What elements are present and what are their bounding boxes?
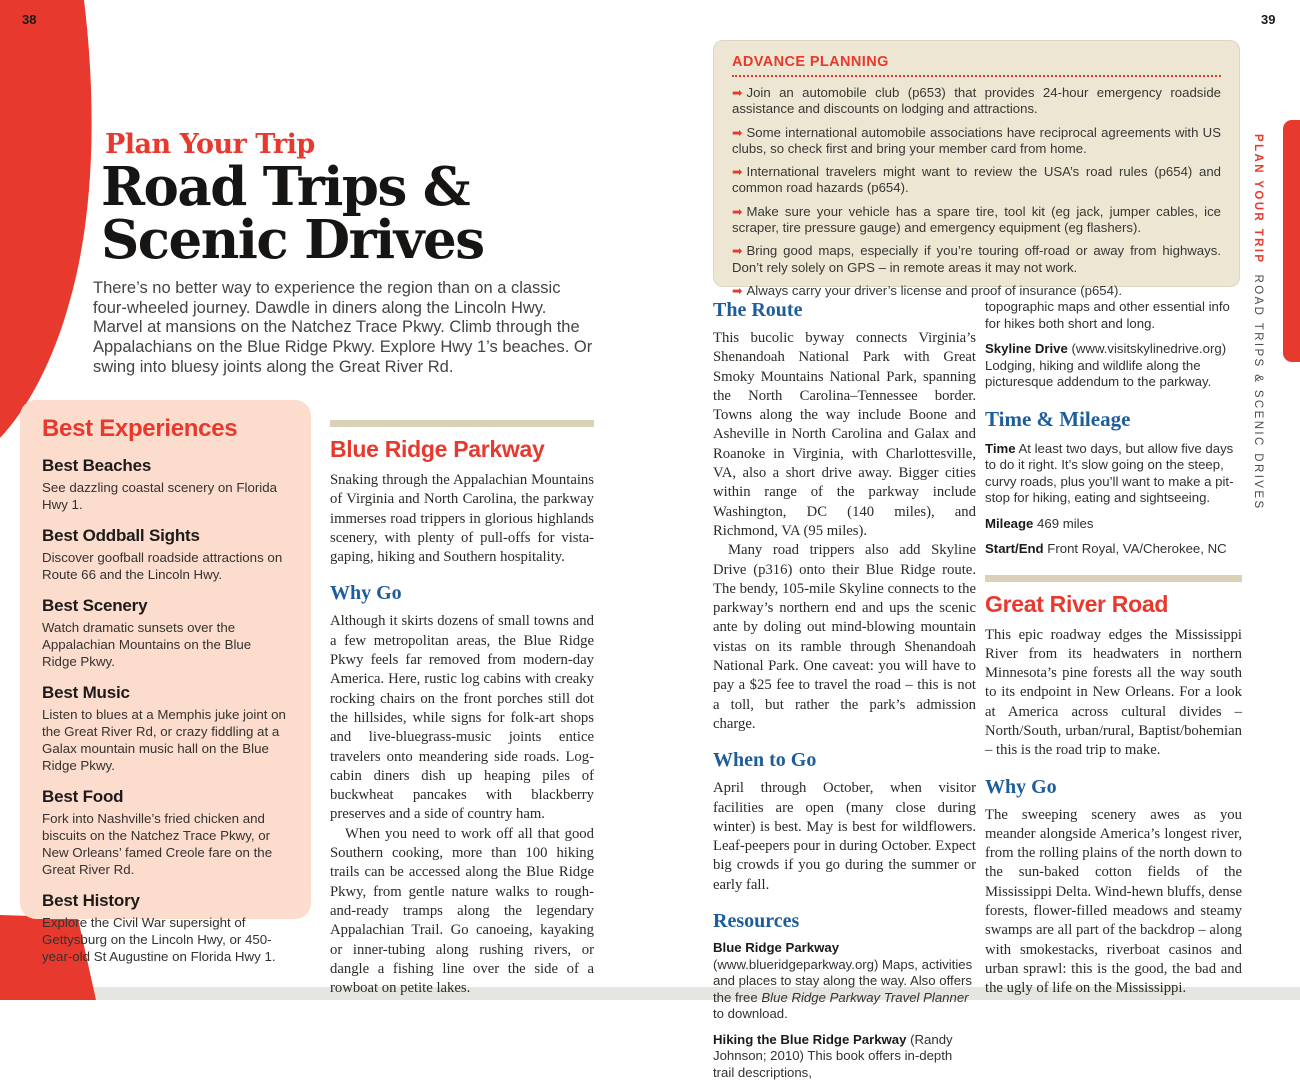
row-label: Start/End [985,541,1044,556]
advance-planning-title: ADVANCE PLANNING [732,54,889,70]
list-item [42,526,289,583]
resource-continuation: topographic maps and other essential info for hikes both short and long. [985,299,1230,331]
right-column [985,299,1242,999]
page-title-line2: Scenic Drives [101,209,484,271]
best-item-text: Watch dramatic sunsets over the Appalachian Mountains on the Blue Ridge Pkwy. [42,620,252,669]
best-item-text: Listen to blues at a Memphis juke joint on the Great River Rd, or crazy fiddling at a Galax mountain music hall on the Blue Ridge Pkwy. [42,707,286,773]
arrow-icon: ➡ [732,86,743,100]
page-title-line1: Road Trips & [101,156,470,218]
resource-entry [713,940,976,1023]
when-to-go-paragraph: April through October, when visitor facilities are open (many close during winter) is best. May is best for wildflowers. Leaf-peepers pour in during October. Expect big crowds if you go during the summer or early fall. [713,780,976,893]
arrow-icon: ➡ [732,244,743,259]
list-item [42,787,289,878]
row-label: Time [985,440,1016,456]
resource-italic-title: Blue Ridge Parkway Travel Planner [761,989,969,1005]
advance-item-text: Always carry your driver’s license and proof of insurance (p654). [746,282,1123,298]
advance-planning-box [713,40,1240,298]
arrow-icon: ➡ [732,125,743,140]
list-item [732,164,1221,197]
page-number-left: 38 [22,12,37,27]
side-label-gray: ROAD TRIPS & SCENIC DRIVES [1252,274,1264,511]
why-go-heading: Why Go [985,775,1057,798]
list-item [42,456,289,513]
why-go-heading: Why Go [330,582,402,605]
row-label: Mileage [985,515,1034,531]
best-item-text: Explore the Civil War supersight of Gettysburg on the Lincoln Hwy, or 450-year-old St Augustine on Florida Hwy 1. [42,915,276,964]
best-item-heading: Best History [42,891,140,910]
row-text: Front Royal, VA/Cherokee, NC [1047,541,1227,556]
section-title-great-river: Great River Road [985,590,1169,617]
section-title-blue-ridge: Blue Ridge Parkway [330,436,545,462]
resource-text: to download. [713,1006,788,1022]
arrow-icon: ➡ [732,283,743,298]
advance-item-text: Make sure your vehicle has a spare tire, tool kit (eg jack, jumper cables, ice scraper, tire pressure gauge) and emergency equipment (eg flashers). [732,203,1221,236]
advance-item-text: International travelers might want to review the USA’s road rules (p654) and common road hazards (p654). [732,164,1221,196]
time-row [985,441,1242,507]
best-item-heading: Best Scenery [42,596,148,615]
best-item-text: See dazzling coastal scenery on Florida Hwy 1. [42,480,278,512]
section-rule [330,420,594,427]
resource-name: Skyline Drive [985,341,1068,356]
list-item [42,596,289,670]
resource-text: (www.blueridgeparkway.org) Maps, activities and places to stay along the way. Also offers the free [713,956,973,1005]
best-item-text: Fork into Nashville’s fried chicken and biscuits on the Natchez Trace Pkwy, or New Orleans’ famed Creole fare on the Great River Rd. [42,811,273,877]
best-item-heading: Best Music [42,683,130,702]
best-item-heading: Best Oddball Sights [42,526,200,545]
resource-name: Hiking the Blue Ridge Parkway [713,1031,907,1047]
list-item [732,283,1221,299]
mileage-row [985,516,1242,533]
resource-entry [985,341,1242,391]
kicker: Plan Your Trip [105,129,315,160]
when-to-go-heading: When to Go [713,749,817,772]
page-number-right: 39 [1261,12,1276,27]
arrow-icon: ➡ [732,165,743,180]
route-paragraph: This bucolic byway connects Virginia’s Shenandoah National Park with Great Smoky Mountains National Park, spanning the North Carolina–Tennessee border. Towns along the way include Boone and Asheville in North Carolina and Galax and Roanoke in Virginia, with Charlottesville, VA, also a short drive away. Bigger cities within range of the parkway include Washington, DC (140 miles), and Richmond, VA (95 miles). [713,330,976,539]
blue-ridge-intro: Snaking through the Appalachian Mountains of Virginia and North Carolina, the parkway immerses road trippers in glorious highlands scenery, with plenty of pull-offs for vista-gaping, hiking and Southern hospitality. [330,472,594,566]
advance-item-text: Join an automobile club (p653) that provides 24-hour emergency roadside assistance and discounts on lodging and attractions. [732,85,1221,117]
arrow-icon: ➡ [732,204,743,219]
great-river-intro: This epic roadway edges the Mississippi River from its headwaters in northern Minnesota’s pine forests all the way south to its endpoint in New Orleans. For a look at America across cultural divides – North/South, urban/rural, Baptist/bohemian – this is the road trip to make. [985,626,1242,759]
advance-item-text: Some international automobile associations have reciprocal agreements with US clubs, so check first and bring your member card from home. [732,124,1221,156]
chapter-tab [1283,120,1300,362]
resource-text: (www.visitskylinedrive.org) Lodging, hiking and wildlife along the picturesque addendum to the parkway. [985,341,1227,389]
resources-heading: Resources [713,910,800,933]
best-item-text: Discover goofball roadside attractions on Route 66 and the Lincoln Hwy. [42,550,283,582]
best-experiences-title: Best Experiences [42,415,238,442]
best-item-heading: Best Beaches [42,456,152,475]
list-item [732,85,1221,118]
lead-paragraph: There’s no better way to experience the region than on a classic four-wheeled journey. Dawdle in diners along the Lincoln Hwy. Marvel at mansions on the Natchez Trace Pkwy. Climb through the Appalachians on the Blue Ridge Pkwy. Explore Hwy 1’s beaches. Or swing into bluesy joints along the Great River Rd. [93,279,593,376]
row-text: 469 miles [1037,515,1094,531]
row-text: At least two days, but allow five days to do it right. It’s slow going on the steep, curvy roads, plus you’ll want to make a pit-stop for hiking, eating and sightseeing. [985,440,1234,505]
route-paragraph: Many road trippers also add Skyline Drive (p316) onto their Blue Ridge route. The bendy, 105-mile Skyline connects to the parkway’s northern end and ups the scenic ante by doling out mind-blowing mountain vistas on its ramble through Shenandoah National Park. One caveat: you will have to pay a $25 fee to travel the road – this is not a toll, but rather the park’s admission charge. [713,542,976,732]
best-experiences-panel [20,400,311,964]
dotted-rule [732,75,1221,77]
list-item [732,243,1221,276]
time-mileage-heading: Time & Mileage [985,406,1131,431]
section-rule [985,575,1242,582]
list-item [732,125,1221,158]
list-item [42,891,289,965]
resource-text: (Randy Johnson; 2010) This book offers in-depth trail descriptions, [713,1031,953,1080]
start-end-row [985,541,1242,558]
resource-entry [713,1032,976,1082]
list-item [732,204,1221,237]
side-label-red: PLAN YOUR TRIP [1252,134,1264,265]
resource-name: Blue Ridge Parkway [713,940,840,956]
best-item-heading: Best Food [42,787,124,806]
why-go-paragraph: Although it skirts dozens of small towns and a few metropolitan areas, the Blue Ridge Pkwy feels far removed from modern-day America. Here, rustic log cabins with creaky rocking chairs on the front porches still dot the hillsides, while signs for folk-art shops and live-bluegrass-music joints entice travelers onto meandering side roads. Log-cabin diners dish up heaping piles of buckwheat pancakes with blackberry preserves and a side of country ham. [330,613,594,823]
chapter-side-label [1252,134,1264,511]
blue-ridge-column [330,420,594,998]
why-go-paragraph: When you need to work off all that good Southern cooking, more than 100 hiking trails can be accessed along the Blue Ridge Pkwy, from gentle nature walks to rough-and-ready tramps along the legendary Appalachian Trail. Go canoeing, kayaking or inner-tubing along rushing rivers, or dangle a fishing line over the side of a rowboat on petite lakes. [330,825,594,997]
advance-item-text: Bring good maps, especially if you’re touring off-road or away from highways. Don’t rely solely on GPS – in remote areas it may not work. [732,243,1221,275]
route-column [713,299,976,1090]
page-title [101,156,484,271]
list-item [42,683,289,774]
route-heading: The Route [713,299,803,321]
why-go-paragraph: The sweeping scenery awes as you meander alongside America’s longest river, from the rolling plains of the north down to the sun-baked cotton fields of the Mississippi Delta. Wind-hewn bluffs, dense forests, flower-filled meadows and steamy swamps are all part of the backdrop – along with smokestacks, riverboat casinos and urban sprawl: this is the good, the bad and the ugly of life on the Mississippi. [985,806,1242,997]
